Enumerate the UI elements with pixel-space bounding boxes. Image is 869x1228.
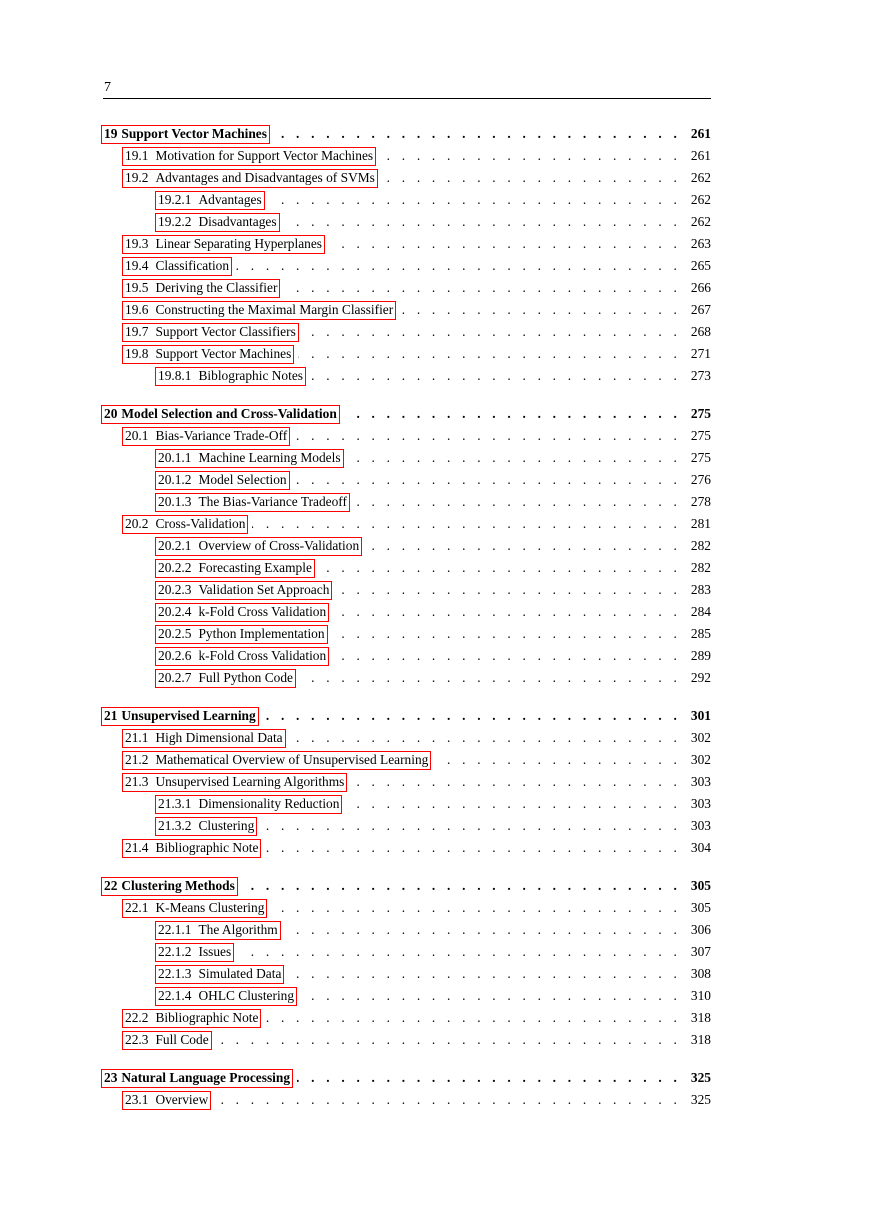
dot-leader — [294, 472, 681, 488]
toc-section-entry — [155, 816, 711, 836]
toc-title: The Algorithm — [198, 922, 278, 937]
toc-link[interactable] — [122, 1009, 261, 1028]
toc-link[interactable] — [122, 427, 290, 446]
toc-link[interactable] — [101, 707, 259, 726]
toc-section-entry — [155, 212, 711, 232]
toc-number: 22.1 — [125, 900, 149, 915]
toc-title: Support Vector Machines — [121, 126, 267, 141]
toc-number: 21.4 — [125, 840, 149, 855]
toc-page-number: 262 — [690, 214, 711, 229]
dot-leader — [366, 538, 681, 554]
toc-title: Support Vector Classifiers — [155, 324, 296, 339]
toc-link[interactable] — [122, 751, 431, 770]
toc-link[interactable] — [122, 1091, 211, 1110]
toc-number: 22 — [104, 878, 118, 893]
dot-leader — [301, 988, 681, 1004]
toc-chapter-entry — [101, 706, 711, 726]
toc-section-entry — [155, 580, 711, 600]
dot-leader — [336, 582, 681, 598]
toc-link[interactable] — [122, 515, 248, 534]
toc-page-number: 292 — [690, 670, 711, 685]
toc-section-entry — [155, 470, 711, 490]
toc-title: k-Fold Cross Validation — [198, 604, 327, 619]
dot-leader — [271, 900, 681, 916]
toc-title: Unsupervised Learning — [121, 708, 256, 723]
toc-link[interactable] — [155, 559, 315, 578]
toc-section-entry — [155, 536, 711, 556]
toc-number: 20.2.4 — [158, 604, 192, 619]
toc-section-entry — [122, 146, 711, 166]
dot-leader — [354, 494, 681, 510]
toc-number: 19.1 — [125, 148, 149, 163]
toc-section-entry — [122, 234, 711, 254]
toc-page-number: 271 — [690, 346, 711, 361]
toc-section-entry — [155, 492, 711, 512]
dot-leader — [351, 774, 681, 790]
toc-number: 20.1.1 — [158, 450, 192, 465]
toc-page-number: 303 — [690, 796, 711, 811]
toc-section-entry — [122, 168, 711, 188]
toc-section-entry — [155, 624, 711, 644]
toc-link[interactable] — [101, 125, 270, 144]
toc-section-entry — [122, 1008, 711, 1028]
toc-number: 21 — [104, 708, 118, 723]
toc-section-entry — [122, 1030, 711, 1050]
dot-leader — [252, 516, 681, 532]
dot-leader — [284, 214, 681, 230]
toc-title: Advantages — [198, 192, 262, 207]
toc-link[interactable] — [122, 147, 376, 166]
toc-number: 20.2.1 — [158, 538, 192, 553]
toc-number: 19 — [104, 126, 118, 141]
toc-link[interactable] — [155, 795, 342, 814]
toc-page-number: 310 — [690, 988, 711, 1003]
toc-link[interactable] — [122, 301, 396, 320]
toc-number: 19.6 — [125, 302, 149, 317]
dot-leader — [288, 966, 681, 982]
toc-link[interactable] — [122, 257, 232, 276]
toc-title: Overview of Cross-Validation — [198, 538, 360, 553]
toc-link[interactable] — [155, 921, 281, 940]
toc-page-number: 275 — [690, 406, 711, 421]
toc-section-entry — [155, 668, 711, 688]
toc-title: High Dimensional Data — [155, 730, 283, 745]
dot-leader — [242, 878, 681, 894]
toc-title: Full Python Code — [198, 670, 293, 685]
toc-section-entry — [155, 602, 711, 622]
toc-page-number: 304 — [690, 840, 711, 855]
toc-number: 22.3 — [125, 1032, 149, 1047]
toc-number: 22.1.2 — [158, 944, 192, 959]
toc-section-entry — [155, 448, 711, 468]
toc-title: Constructing the Maximal Margin Classifier — [155, 302, 394, 317]
dot-leader — [285, 922, 681, 938]
toc-title: Support Vector Machines — [155, 346, 292, 361]
toc-number: 19.4 — [125, 258, 149, 273]
toc-page-number: 301 — [690, 708, 711, 723]
toc-title: Full Code — [155, 1032, 209, 1047]
toc-link[interactable] — [155, 943, 234, 962]
toc-number: 19.8 — [125, 346, 149, 361]
toc-page-number: 289 — [690, 648, 711, 663]
toc-section-entry — [122, 344, 711, 364]
dot-leader — [310, 368, 681, 384]
toc-page-number: 325 — [690, 1092, 711, 1107]
toc-page-number: 275 — [690, 428, 711, 443]
toc-link[interactable] — [122, 235, 325, 254]
toc-section-entry — [122, 426, 711, 446]
toc-link[interactable] — [155, 191, 265, 210]
toc-number: 19.2 — [125, 170, 149, 185]
toc-title: Cross-Validation — [155, 516, 246, 531]
toc-page-number: 282 — [690, 560, 711, 575]
toc-section-entry — [122, 772, 711, 792]
toc-link[interactable] — [122, 729, 286, 748]
toc-page-number: 265 — [690, 258, 711, 273]
toc-number: 20.1.2 — [158, 472, 192, 487]
toc-title: Advantages and Disadvantages of SVMs — [155, 170, 375, 185]
toc-page-number: 262 — [690, 192, 711, 207]
toc-title: Model Selection and Cross-Validation — [121, 406, 337, 421]
toc-link[interactable] — [155, 987, 297, 1006]
toc-number: 22.1.1 — [158, 922, 192, 937]
dot-leader — [380, 148, 681, 164]
dot-leader — [333, 648, 681, 664]
toc-page-number: 284 — [690, 604, 711, 619]
toc-title: Linear Separating Hyperplanes — [155, 236, 323, 251]
toc-title: Natural Language Processing — [121, 1070, 291, 1085]
dot-leader — [348, 450, 681, 466]
toc-page-number: 305 — [690, 878, 711, 893]
toc-page-number: 276 — [690, 472, 711, 487]
toc-page-number: 318 — [690, 1010, 711, 1025]
toc-number: 20.2 — [125, 516, 149, 531]
toc-number: 20.2.2 — [158, 560, 192, 575]
toc-link[interactable] — [155, 581, 332, 600]
toc-number: 21.3.1 — [158, 796, 192, 811]
dot-leader — [297, 1070, 681, 1086]
toc-link[interactable] — [155, 213, 280, 232]
toc-number: 21.2 — [125, 752, 149, 767]
toc-page-number: 325 — [690, 1070, 711, 1085]
toc-title: Deriving the Classifier — [155, 280, 278, 295]
toc-number: 21.3.2 — [158, 818, 192, 833]
dot-leader — [238, 944, 681, 960]
dot-leader — [215, 1092, 681, 1108]
toc-number: 23.1 — [125, 1092, 149, 1107]
toc-title: Validation Set Approach — [198, 582, 330, 597]
toc-link[interactable] — [122, 323, 299, 342]
toc-page-number: 305 — [690, 900, 711, 915]
dot-leader — [435, 752, 681, 768]
toc-number: 20.2.6 — [158, 648, 192, 663]
dot-leader — [263, 708, 681, 724]
toc-number: 21.3 — [125, 774, 149, 789]
toc-title: Bibliographic Note — [155, 1010, 259, 1025]
toc-section-entry — [155, 190, 711, 210]
toc-title: Python Implementation — [198, 626, 325, 641]
toc-link[interactable] — [122, 345, 294, 364]
toc-title: Simulated Data — [198, 966, 282, 981]
toc-section-entry — [155, 794, 711, 814]
toc-section-entry — [155, 942, 711, 962]
dot-leader — [333, 604, 681, 620]
toc-link[interactable] — [122, 899, 267, 918]
toc-section-entry — [122, 750, 711, 770]
toc-section-entry — [155, 920, 711, 940]
dot-leader — [216, 1032, 681, 1048]
toc-page-number: 303 — [690, 818, 711, 833]
dot-leader — [290, 730, 681, 746]
toc-section-entry — [122, 838, 711, 858]
toc-page-number: 263 — [690, 236, 711, 251]
toc-page-number: 273 — [690, 368, 711, 383]
toc-link[interactable] — [155, 537, 362, 556]
page-number: 7 — [104, 80, 111, 95]
toc-link[interactable] — [155, 603, 329, 622]
dot-leader — [300, 670, 681, 686]
toc-link[interactable] — [155, 449, 344, 468]
toc-page-number: 302 — [690, 752, 711, 767]
toc-section-entry — [155, 964, 711, 984]
dot-leader — [298, 346, 681, 362]
dot-leader — [274, 126, 681, 142]
toc-page-number: 283 — [690, 582, 711, 597]
toc-link[interactable] — [122, 279, 280, 298]
toc-number: 22.2 — [125, 1010, 149, 1025]
toc-page-number: 261 — [690, 126, 711, 141]
toc-title: K-Means Clustering — [155, 900, 265, 915]
toc-number: 20.2.3 — [158, 582, 192, 597]
toc-title: Biblographic Notes — [198, 368, 303, 383]
toc-link[interactable] — [122, 1031, 212, 1050]
toc-section-entry — [122, 256, 711, 276]
toc-title: Overview — [155, 1092, 209, 1107]
toc-title: Mathematical Overview of Unsupervised Learning — [155, 752, 429, 767]
toc-page-number: 262 — [690, 170, 711, 185]
toc-link[interactable] — [122, 839, 261, 858]
toc-title: Clustering Methods — [121, 878, 235, 893]
toc-chapter-entry — [101, 404, 711, 424]
dot-leader — [284, 280, 681, 296]
dot-leader — [346, 796, 681, 812]
toc-title: Model Selection — [198, 472, 287, 487]
toc-title: Clustering — [198, 818, 255, 833]
toc-title: k-Fold Cross Validation — [198, 648, 327, 663]
toc-section-entry — [155, 558, 711, 578]
toc-section-entry — [122, 1090, 711, 1110]
dot-leader — [303, 324, 681, 340]
toc-title: The Bias-Variance Tradeoff — [198, 494, 347, 509]
toc-number: 22.1.3 — [158, 966, 192, 981]
toc-link[interactable] — [101, 405, 340, 424]
toc-link[interactable] — [101, 877, 238, 896]
toc-page-number: 281 — [690, 516, 711, 531]
dot-leader — [265, 840, 681, 856]
dot-leader — [261, 818, 681, 834]
toc-title: Motivation for Support Vector Machines — [155, 148, 374, 163]
toc-link[interactable] — [122, 169, 378, 188]
toc-section-entry — [155, 986, 711, 1006]
toc-title: Disadvantages — [198, 214, 277, 229]
toc-page-number: 303 — [690, 774, 711, 789]
toc-link[interactable] — [155, 817, 257, 836]
toc-number: 20.1 — [125, 428, 149, 443]
toc-page-number: 306 — [690, 922, 711, 937]
dot-leader — [344, 406, 681, 422]
toc-title: Classification — [155, 258, 230, 273]
toc-section-entry — [122, 278, 711, 298]
toc-page-number: 318 — [690, 1032, 711, 1047]
toc-page-number: 278 — [690, 494, 711, 509]
dot-leader — [236, 258, 681, 274]
dot-leader — [319, 560, 681, 576]
toc-number: 19.8.1 — [158, 368, 192, 383]
toc-number: 19.3 — [125, 236, 149, 251]
toc-page-number: 267 — [690, 302, 711, 317]
toc-section-entry — [122, 514, 711, 534]
toc-section-entry — [122, 728, 711, 748]
toc-number: 20.2.5 — [158, 626, 192, 641]
toc-chapter-entry — [101, 876, 711, 896]
toc-title: Bibliographic Note — [155, 840, 259, 855]
toc-page-number: 268 — [690, 324, 711, 339]
dot-leader — [294, 428, 681, 444]
toc-page-number: 261 — [690, 148, 711, 163]
dot-leader — [400, 302, 681, 318]
dot-leader — [269, 192, 681, 208]
toc-link[interactable] — [155, 367, 306, 386]
toc-link[interactable] — [155, 625, 328, 644]
toc-title: Unsupervised Learning Algorithms — [155, 774, 345, 789]
toc-number: 19.7 — [125, 324, 149, 339]
toc-link[interactable] — [155, 669, 296, 688]
toc-title: Dimensionality Reduction — [198, 796, 340, 811]
toc-page-number: 282 — [690, 538, 711, 553]
toc-link[interactable] — [101, 1069, 293, 1088]
toc-title: Bias-Variance Trade-Off — [155, 428, 288, 443]
dot-leader — [382, 170, 681, 186]
dot-leader — [332, 626, 681, 642]
toc-section-entry — [122, 322, 711, 342]
dot-leader — [265, 1010, 681, 1026]
toc-number: 22.1.4 — [158, 988, 192, 1003]
toc-page-number: 275 — [690, 450, 711, 465]
toc-page-number: 285 — [690, 626, 711, 641]
toc-page-number: 308 — [690, 966, 711, 981]
toc-title: OHLC Clustering — [198, 988, 295, 1003]
toc-number: 21.1 — [125, 730, 149, 745]
toc-page-number: 302 — [690, 730, 711, 745]
toc-number: 19.5 — [125, 280, 149, 295]
dot-leader — [329, 236, 681, 252]
toc-number: 20.2.7 — [158, 670, 192, 685]
toc-section-entry — [122, 898, 711, 918]
toc-page-number: 266 — [690, 280, 711, 295]
toc-number: 19.2.2 — [158, 214, 192, 229]
toc-title: Forecasting Example — [198, 560, 312, 575]
toc-number: 20 — [104, 406, 118, 421]
toc-page-number: 307 — [690, 944, 711, 959]
toc-chapter-entry — [101, 1068, 711, 1088]
toc-number: 19.2.1 — [158, 192, 192, 207]
toc-section-entry — [155, 646, 711, 666]
toc-link[interactable] — [122, 773, 347, 792]
toc-link[interactable] — [155, 647, 329, 666]
toc-link[interactable] — [155, 471, 290, 490]
toc-section-entry — [155, 366, 711, 386]
toc-section-entry — [122, 300, 711, 320]
toc-number: 23 — [104, 1070, 118, 1085]
toc-chapter-entry — [101, 124, 711, 144]
toc-title: Issues — [198, 944, 232, 959]
toc-link[interactable] — [155, 493, 350, 512]
toc-title: Machine Learning Models — [198, 450, 341, 465]
toc-link[interactable] — [155, 965, 284, 984]
toc-number: 20.1.3 — [158, 494, 192, 509]
